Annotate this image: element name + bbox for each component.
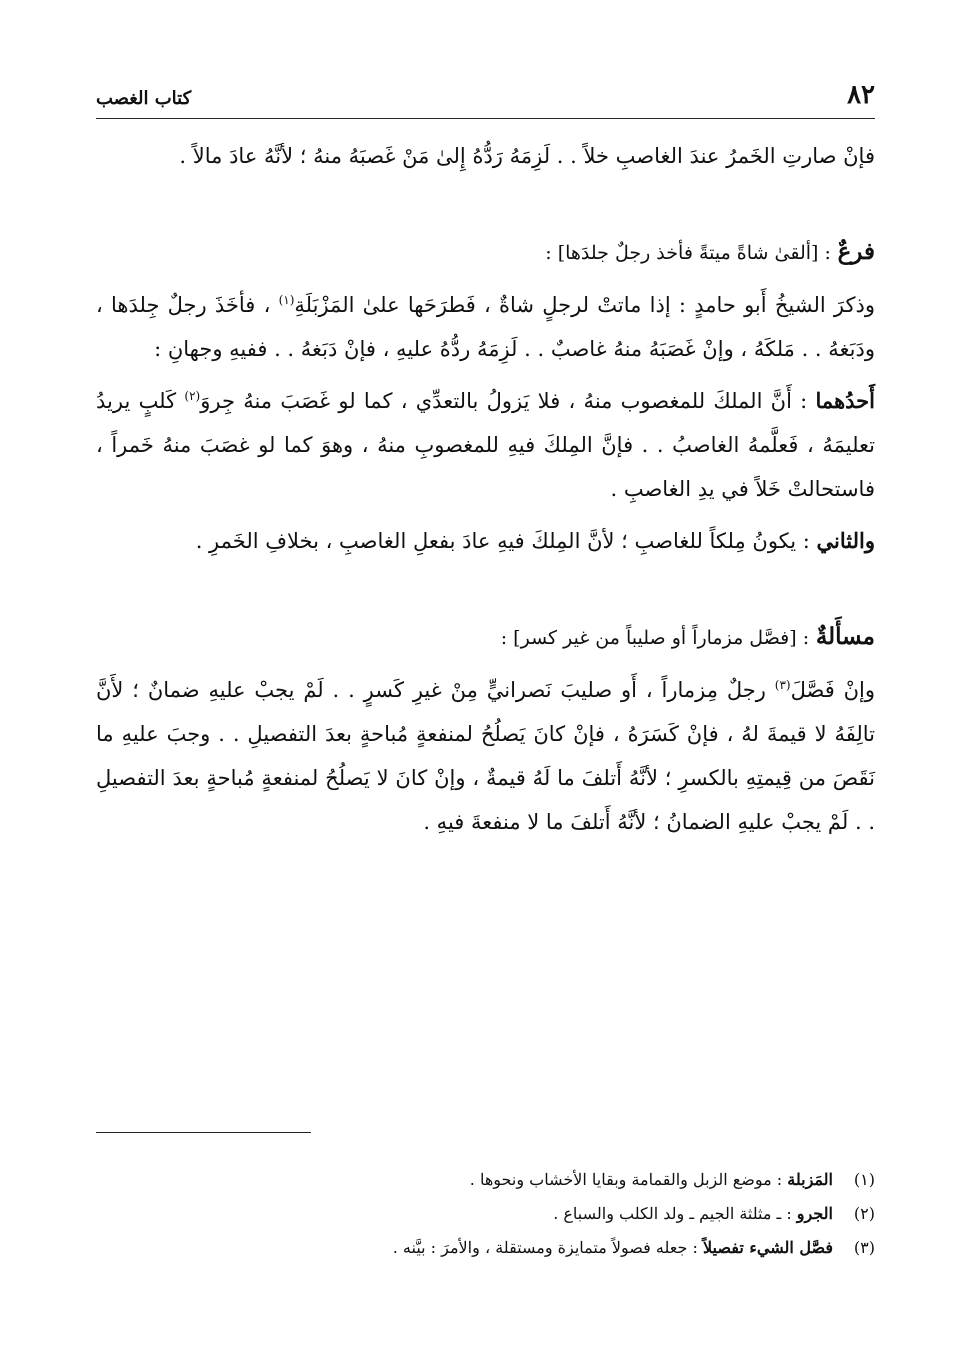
issue-title: : [فصَّل مزماراً أو صليباً من غير كسر] : — [500, 627, 810, 649]
paragraph-text-after: كَلبٍ يريدُ تعليمَهُ ، فَعلَّمهُ الغاصبُ . . فإنَّ المِلكَ فيهِ للمغصوبِ منهُ ، وهوَ كما لو غصَبَ منهُ خَمراً ، فاستحالتْ خَلاً في يدِ الغاصبِ . — [96, 389, 875, 501]
paragraph-text-after: رجلٌ مِزماراً ، أَو صليبَ نَصرانيٍّ مِنْ غيرِ كَسرٍ . . لَمْ يجبْ عليهِ ضمانٌ ؛ لأَنَّ تالِفَهُ لا قيمةَ لهُ ، فإنْ كَسَرَهُ ، فإنْ كانَ يَصلُحُ لمنفعةٍ مُباحةٍ بعدَ التفصيلِ . . وجبَ عليهِ ما نَقَصَ من قِيمتِهِ بالكسرِ ؛ لأنَّهُ أَتلفَ ما لَهُ قيمةٌ ، وإنْ كانَ لا يَصلُحُ لمنفعةٍ مُباحةٍ بعدَ التفصيلِ . . لَمْ يجبْ عليهِ الضمانُ ؛ لأنَّهُ أَتلفَ ما لا منفعةَ فيهِ . — [96, 678, 875, 834]
footnote-term: الجرو — [796, 1204, 833, 1223]
footnote-number: (٣) — [853, 1238, 875, 1257]
footnote-ref-3: (٣) — [774, 678, 791, 692]
paragraph-flute-cross — [96, 668, 875, 844]
footnote-ref-2: (٢) — [184, 389, 201, 403]
page-header — [96, 78, 875, 119]
branch-heading — [96, 230, 875, 275]
footnote-text: : موضع الزبل والقمامة وبقايا الأخشاب ونحوها . — [469, 1170, 788, 1189]
footnote-item — [96, 1163, 875, 1197]
footnote-text: : ـ مثلثة الجيم ـ ولد الكلب والسباع . — [553, 1204, 797, 1223]
paragraph-second-view — [96, 519, 875, 563]
footnote-number: (٢) — [853, 1204, 875, 1223]
paragraph-text: : يكونُ مِلكاً للغاصبِ ؛ لأنَّ المِلكَ فيهِ عادَ بفعلِ الغاصبِ ، بخلافِ الخَمرِ . — [195, 529, 817, 553]
footnotes-section — [96, 1132, 875, 1265]
footnote-divider — [96, 1132, 311, 1133]
footnote-term: المَزبلة — [787, 1170, 833, 1189]
branch-title: : [ألقىٰ شاةً ميتةً فأخذ رجلٌ جلدَها] : — [545, 242, 831, 264]
second-view-lead: والثاني — [816, 528, 875, 553]
footnote-number: (١) — [853, 1170, 875, 1189]
footnote-list — [96, 1163, 875, 1265]
paragraph-text-before: وإنْ فَصَّلَ — [790, 678, 875, 702]
paragraph-text-before: : أَنَّ الملكَ للمغصوب منهُ ، فلا يَزولُ بالتعدِّي ، كما لو غَصَبَ منهُ جِروَ — [200, 389, 816, 413]
branch-term: فرعٌ — [837, 238, 875, 265]
footnote-item — [96, 1197, 875, 1231]
paragraph-text-before: وذكرَ الشيخُ أَبو حامدٍ : إذا ماتتْ لرجلٍ شاةٌ ، فَطرَحَها علىٰ المَزْبَلَةِ — [294, 293, 875, 317]
footnote-item — [96, 1231, 875, 1265]
running-title: كتاب الغصب — [96, 88, 192, 109]
paragraph-text-after: ، فأخَذَ رجلٌ جِلدَها ، ودَبَغهُ . . مَلكَهُ ، وإنْ غَصَبَهُ منهُ غاصبٌ . . لَزِمَهُ ردُّهُ عليهِ ، فإنْ دَبَغهُ . . ففيهِ وجهانِ : — [96, 293, 875, 361]
paragraph-dead-sheep — [96, 283, 875, 371]
issue-heading — [96, 615, 875, 660]
page-number: ٨٢ — [847, 80, 875, 110]
paragraph-wine-to-vinegar — [96, 134, 875, 178]
first-view-lead: أَحدُهما — [815, 388, 875, 413]
footnote-text: : جعله فصولاً متمايزة ومستقلة ، والأمرَ : بيَّنه . — [392, 1238, 703, 1257]
paragraph-text: فإنْ صارتِ الخَمرُ عندَ الغاصبِ خلاً . . لَزِمَهُ رَدُّهُ إِلىٰ مَنْ غَصبَهُ منهُ ؛ لأنَّهُ عادَ مالاً . — [179, 144, 875, 168]
footnote-ref-1: (١) — [278, 293, 295, 307]
footnote-term: فصَّل الشيء تفصيلاً — [702, 1238, 833, 1257]
main-text — [96, 134, 875, 844]
issue-term: مسأَلةٌ — [815, 623, 875, 650]
paragraph-first-view — [96, 379, 875, 511]
